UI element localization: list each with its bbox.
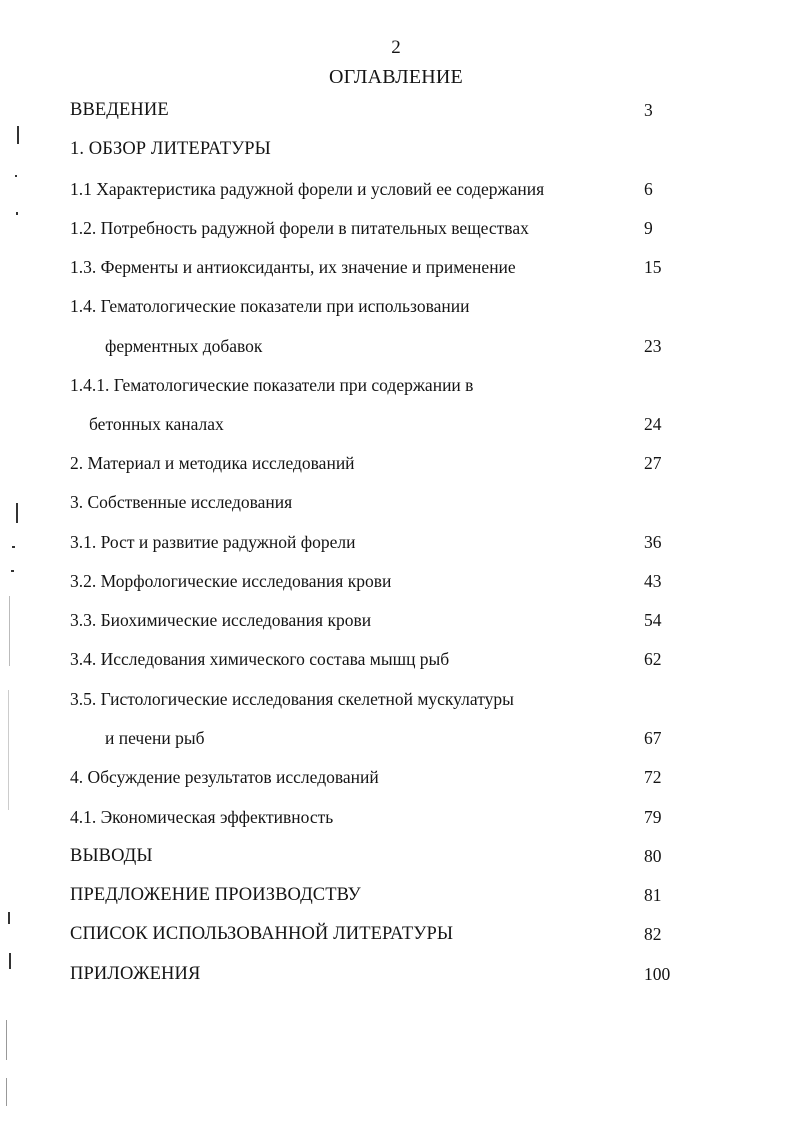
scan-artifact — [11, 570, 14, 572]
toc-entry-label: ПРЕДЛОЖЕНИЕ ПРОИЗВОДСТВУ — [70, 885, 361, 905]
toc-entry-label: ПРИЛОЖЕНИЯ — [70, 964, 201, 984]
toc-entry-page: 27 — [644, 453, 662, 473]
toc-entry-4-1 — [0, 805, 792, 829]
toc-entry-1-4-continued — [0, 334, 792, 358]
toc-entry-label: 3.4. Исследования химического состава мышц рыб — [70, 649, 450, 669]
toc-entry-label: СПИСОК ИСПОЛЬЗОВАННОЙ ЛИТЕРАТУРЫ — [70, 924, 454, 944]
toc-entry-page: 15 — [644, 257, 662, 277]
toc-entry-3-5-continued — [0, 726, 792, 750]
toc-entry-1-4-1 — [0, 373, 792, 397]
toc-entry-conclusions — [0, 844, 792, 868]
toc-entry-3-5 — [0, 687, 792, 711]
scan-artifact — [16, 503, 18, 523]
scan-artifact — [17, 126, 19, 144]
toc-entry-page: 82 — [644, 924, 662, 944]
toc-entry-page: 62 — [644, 649, 662, 669]
toc-entry-4 — [0, 765, 792, 789]
scan-artifact — [6, 1078, 7, 1106]
toc-entry-3-1 — [0, 530, 792, 554]
toc-entry-label: 3.2. Морфологические исследования крови — [70, 571, 392, 591]
toc-entry-page: 54 — [644, 610, 662, 630]
scan-artifact — [6, 1020, 7, 1060]
toc-entry-page: 3 — [644, 100, 653, 120]
toc-entry-label: и печени рыб — [105, 728, 205, 748]
toc-entry-3-2 — [0, 569, 792, 593]
toc-entry-label: 3.3. Биохимические исследования крови — [70, 610, 372, 630]
toc-entry-label: 1.2. Потребность радужной форели в питательных веществах — [70, 218, 529, 238]
toc-entry-label: 1.4. Гематологические показатели при использовании — [70, 296, 470, 316]
toc-entry-label: бетонных каналах — [89, 414, 224, 434]
toc-entry-page: 43 — [644, 571, 662, 591]
toc-entry-label: 3. Собственные исследования — [70, 492, 293, 512]
toc-entry-introduction — [0, 98, 792, 122]
toc-entry-page: 36 — [644, 532, 662, 552]
toc-entry-1-4 — [0, 294, 792, 318]
toc-entry-label: 1. ОБЗОР ЛИТЕРАТУРЫ — [70, 139, 271, 159]
toc-entry-label: ВЫВОДЫ — [70, 846, 153, 866]
toc-entry-1-1 — [0, 177, 792, 201]
toc-entry-literature-review — [0, 137, 792, 161]
scan-artifact — [12, 546, 15, 548]
toc-entry-label: 4.1. Экономическая эффективность — [70, 807, 334, 827]
toc-entry-label: 1.1 Характеристика радужной форели и условий ее содержания — [70, 179, 545, 199]
toc-title: ОГЛАВЛЕНИЕ — [329, 66, 463, 88]
toc-entry-3-4 — [0, 647, 792, 671]
toc-entry-3-3 — [0, 608, 792, 632]
toc-entry-page: 9 — [644, 218, 653, 238]
toc-entry-1-4-1-continued — [0, 412, 792, 436]
page-number: 2 — [391, 37, 401, 58]
toc-entry-page: 67 — [644, 728, 662, 748]
toc-entry-page: 24 — [644, 414, 662, 434]
toc-entry-appendices — [0, 962, 792, 986]
toc-entry-page: 79 — [644, 807, 662, 827]
scan-artifact — [8, 912, 10, 924]
scan-artifact — [16, 212, 18, 215]
toc-entry-label: 1.3. Ферменты и антиоксиданты, их значение и применение — [70, 257, 516, 277]
toc-entry-page: 23 — [644, 336, 662, 356]
toc-entry-label: ферментных добавок — [105, 336, 263, 356]
scan-artifact — [8, 690, 9, 810]
toc-entry-page: 6 — [644, 179, 653, 199]
scan-artifact — [15, 175, 17, 177]
toc-entry-references — [0, 922, 792, 946]
toc-entry-page: 80 — [644, 846, 662, 866]
toc-entry-page: 100 — [644, 964, 671, 984]
toc-entry-3 — [0, 490, 792, 514]
toc-entry-label: ВВЕДЕНИЕ — [70, 100, 169, 120]
toc-entry-label: 3.5. Гистологические исследования скелетной мускулатуры — [70, 689, 514, 709]
toc-entry-proposal — [0, 883, 792, 907]
toc-entry-2 — [0, 451, 792, 475]
scan-artifact — [9, 953, 11, 969]
toc-entry-page: 72 — [644, 767, 662, 787]
toc-entry-label: 4. Обсуждение результатов исследований — [70, 767, 379, 787]
toc-entry-label: 3.1. Рост и развитие радужной форели — [70, 532, 356, 552]
toc-entry-1-3 — [0, 255, 792, 279]
scan-artifact — [9, 596, 10, 666]
toc-entry-1-2 — [0, 216, 792, 240]
toc-entry-label: 1.4.1. Гематологические показатели при содержании в — [70, 375, 474, 395]
toc-entry-page: 81 — [644, 885, 662, 905]
toc-entry-label: 2. Материал и методика исследований — [70, 453, 355, 473]
